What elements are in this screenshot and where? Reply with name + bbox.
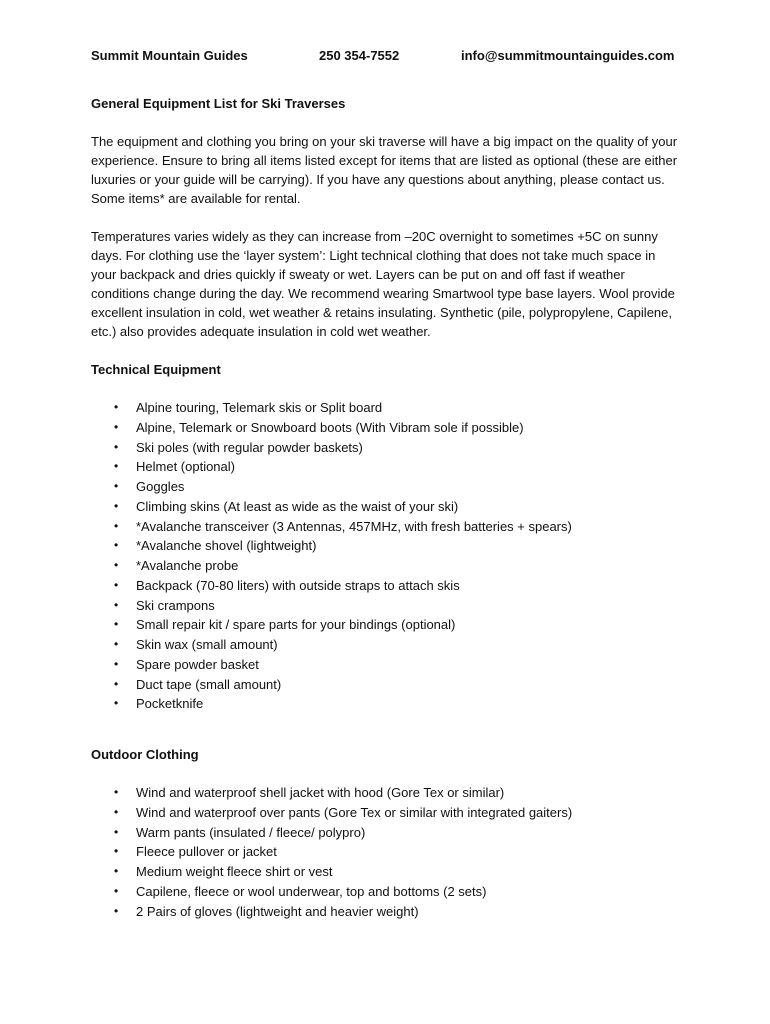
intro-paragraph: The equipment and clothing you bring on your ski traverse will have a big impact on the quality of your experience. Ensure to bring all items listed except for items that are listed as optional (these are either luxuries or your guide will be carrying). If you have any questions about anything, please contact us. Some items* are available for rental. — [91, 134, 678, 206]
bullet-icon: • — [114, 804, 119, 819]
list-item — [0, 556, 572, 576]
list-item — [0, 596, 572, 616]
bullet-icon: • — [114, 883, 119, 898]
bullet-icon: • — [114, 637, 119, 651]
bullet-icon: • — [114, 538, 119, 553]
list-item-text: 2 Pairs of gloves (lightweight and heavier weight) — [136, 903, 419, 919]
list-item-text: Medium weight fleece shirt or vest — [136, 864, 333, 879]
technical-equipment-heading: Technical Equipment — [91, 362, 221, 377]
bullet-icon: • — [114, 439, 119, 454]
list-item — [0, 536, 572, 556]
list-item-text: Alpine, Telemark or Snowboard boots (With Vibram sole if possible) — [136, 419, 524, 435]
list-item-text: Goggles — [136, 479, 185, 494]
list-item — [0, 497, 572, 517]
bullet-icon: • — [114, 498, 119, 513]
list-item-text: Small repair kit / spare parts for your bindings (optional) — [136, 617, 456, 633]
list-item — [0, 842, 572, 862]
list-item — [0, 615, 572, 635]
bullet-icon: • — [114, 617, 119, 632]
list-item — [0, 635, 572, 655]
bullet-icon: • — [114, 656, 119, 671]
list-item-text: *Avalanche probe — [136, 558, 239, 573]
bullet-icon: • — [114, 479, 119, 493]
list-item-text: Helmet (optional) — [136, 459, 235, 475]
bullet-icon: • — [114, 903, 119, 918]
bullet-icon: • — [114, 864, 119, 878]
list-item — [0, 517, 572, 537]
list-item — [0, 438, 572, 458]
bullet-icon: • — [114, 419, 119, 434]
bullet-icon: • — [114, 577, 119, 592]
bullet-icon: • — [114, 558, 119, 572]
list-item — [0, 862, 572, 882]
list-item-text: *Avalanche transceiver (3 Antennas, 457MHz, with fresh batteries + spears) — [136, 518, 572, 534]
document-title: General Equipment List for Ski Traverses — [91, 96, 346, 111]
list-item-text: Backpack (70-80 liters) with outside straps to attach skis — [136, 577, 460, 593]
list-item-text: Spare powder basket — [136, 656, 259, 672]
list-item-text: Fleece pullover or jacket — [136, 844, 277, 860]
list-item-text: Capilene, fleece or wool underwear, top and bottoms (2 sets) — [136, 883, 487, 899]
bullet-icon: • — [114, 676, 119, 691]
company-name: Summit Mountain Guides — [91, 48, 248, 63]
list-item — [0, 783, 572, 803]
temperature-paragraph: Temperatures varies widely as they can increase from –20C overnight to sometimes +5C on sunny days. For clothing use the ‘layer system’: Light technical clothing that does not take much space in your backpack and dries quickly if sweaty or wet. Layers can be put on and off fast if weather conditions change during the day. We recommend wearing Smartwool type base layers. Wool provide excellent insulation in cold, wet weather & retains insulating. Synthetic (pile, polypropylene, Capilene, etc.) also provides adequate insulation in cold wet weather. — [91, 229, 675, 339]
list-item-text: Pocketknife — [136, 696, 204, 712]
list-item — [0, 457, 572, 477]
outdoor-clothing-heading: Outdoor Clothing — [91, 747, 199, 762]
list-item-text: *Avalanche shovel (lightweight) — [136, 538, 317, 554]
list-item — [0, 655, 572, 675]
list-item-text: Climbing skins (At least as wide as the waist of your ski) — [136, 498, 459, 514]
bullet-icon: • — [114, 696, 119, 711]
list-item-text: Ski poles (with regular powder baskets) — [136, 439, 363, 455]
list-item — [0, 576, 572, 596]
bullet-icon: • — [114, 597, 119, 612]
list-item — [0, 823, 572, 843]
list-item-text: Skin wax (small amount) — [136, 637, 278, 652]
list-item — [0, 477, 572, 497]
bullet-icon: • — [114, 844, 119, 859]
list-item-text: Warm pants (insulated / fleece/ polypro) — [136, 824, 366, 840]
bullet-icon: • — [114, 518, 119, 533]
technical-equipment-list — [0, 398, 572, 714]
list-item — [0, 694, 572, 714]
list-item-text: Alpine touring, Telemark skis or Split board — [136, 400, 383, 415]
phone-number: 250 354-7552 — [319, 48, 400, 63]
bullet-icon: • — [114, 824, 119, 839]
outdoor-clothing-list — [0, 783, 572, 921]
list-item — [0, 902, 572, 922]
list-item-text: Wind and waterproof over pants (Gore Tex or similar with integrated gaiters) — [136, 804, 573, 820]
list-item — [0, 418, 572, 438]
list-item-text: Ski crampons — [136, 597, 215, 613]
bullet-icon: • — [114, 785, 119, 799]
list-item-text: Wind and waterproof shell jacket with hood (Gore Tex or similar) — [136, 785, 505, 800]
list-item — [0, 803, 572, 823]
bullet-icon: • — [114, 400, 119, 414]
list-item-text: Duct tape (small amount) — [136, 676, 282, 692]
list-item — [0, 882, 572, 902]
page-header — [91, 46, 691, 65]
list-item — [0, 675, 572, 695]
list-item — [0, 398, 572, 418]
email-address: info@summitmountainguides.com — [461, 48, 675, 63]
bullet-icon: • — [114, 459, 119, 474]
